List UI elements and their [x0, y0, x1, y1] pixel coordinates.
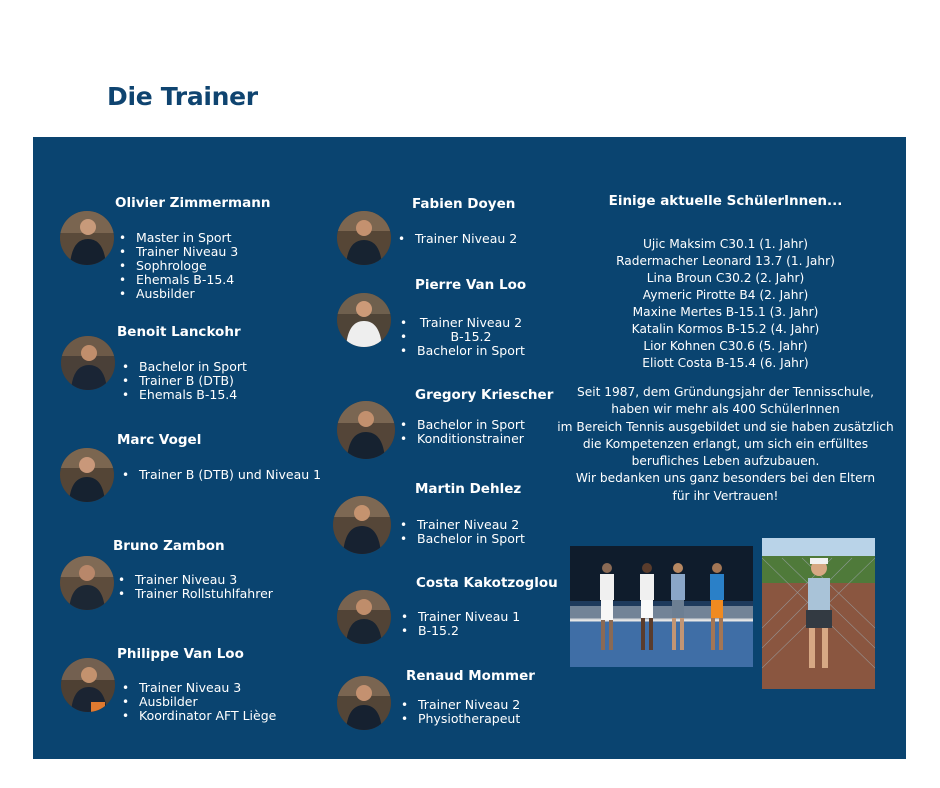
trainer-qualifications [119, 231, 238, 301]
students-section [553, 193, 898, 505]
trainer-photo [337, 590, 391, 644]
qualification: • Trainer Niveau 2 [400, 316, 525, 330]
trainer-name: Benoit Lanckohr [117, 324, 241, 340]
qualification: • Bachelor in Sport [400, 418, 525, 432]
trainer-photo [60, 448, 114, 502]
trainer-qualifications [122, 360, 247, 402]
qualification: • Bachelor in Sport [122, 360, 247, 374]
page-title: Die Trainer [107, 82, 258, 111]
qualification: • Trainer Niveau 3 [119, 245, 238, 259]
trainer-qualifications [400, 316, 525, 358]
students-heading: Einige aktuelle SchülerInnen... [608, 193, 843, 209]
trainer-qualifications [122, 468, 321, 482]
qualification: • Ausbilder [119, 287, 238, 301]
qualification: • Trainer Niveau 2 [400, 518, 525, 532]
trainer-name: Martin Dehlez [415, 481, 522, 497]
students-list [553, 236, 898, 372]
student-entry: Eliott Costa B-15.4 (6. Jahr) [642, 356, 809, 370]
qualification: • Konditionstrainer [400, 432, 525, 446]
student-photo [762, 538, 875, 689]
trainer-name: Philippe Van Loo [117, 646, 244, 662]
qualification: • Ehemals B-15.4 [122, 388, 247, 402]
qualification: • Trainer B (DTB) und Niveau 1 [122, 468, 321, 482]
student-entry: Radermacher Leonard 13.7 (1. Jahr) [616, 254, 835, 268]
trainer-name: Fabien Doyen [412, 196, 516, 212]
qualification: • Ehemals B-15.4 [119, 273, 238, 287]
student-entry: Lina Broun C30.2 (2. Jahr) [646, 271, 805, 285]
qualification: • Trainer B (DTB) [122, 374, 247, 388]
qualification: • Bachelor in Sport [400, 344, 525, 358]
history-line: berufliches Leben aufzubauen. [631, 454, 820, 469]
qualification: • Trainer Niveau 3 [118, 573, 273, 587]
history-line: die Kompetenzen erlangt, um sich ein erfülltes [582, 436, 869, 451]
trainer-qualifications [398, 232, 517, 246]
history-line: Seit 1987, dem Gründungsjahr der Tennisschule, [576, 385, 875, 399]
trainer-qualifications [401, 610, 520, 638]
trainer-photo [337, 211, 391, 265]
history-line: im Bereich Tennis ausgebildet und sie haben zusätzlich [557, 419, 894, 434]
qualification: • Koordinator AFT Liège [122, 709, 276, 723]
trainer-name: Gregory Kriescher [415, 387, 554, 403]
trainer-name: Costa Kakotzoglou [416, 575, 558, 591]
trainer-photo [61, 658, 115, 712]
trainer-qualifications [401, 698, 520, 726]
history-line: haben wir mehr als 400 SchülerInnen [611, 402, 840, 417]
qualification: • B-15.2 [401, 624, 520, 638]
history-line: Wir bedanken uns ganz besonders bei den Eltern [575, 471, 876, 486]
trainer-photo [337, 293, 391, 347]
trainer-photo [337, 676, 391, 730]
student-entry: Katalin Kormos B-15.2 (4. Jahr) [631, 322, 820, 336]
qualification: • Sophrologe [119, 259, 238, 273]
trainer-photo [60, 556, 114, 610]
trainer-photo [61, 336, 115, 390]
trainer-name: Renaud Mommer [406, 668, 535, 684]
trainer-name: Pierre Van Loo [415, 277, 527, 293]
qualification: • Trainer Rollstuhlfahrer [118, 587, 273, 601]
history-line: für ihr Vertrauen! [672, 488, 779, 503]
students-group-photo [570, 546, 753, 667]
qualification: • Master in Sport [119, 231, 238, 245]
qualification: • Physiotherapeut [401, 712, 520, 726]
trainer-name: Bruno Zambon [113, 538, 225, 554]
qualification: • B-15.2 [400, 330, 525, 344]
student-entry: Maxine Mertes B-15.1 (3. Jahr) [632, 305, 819, 319]
history-text [553, 384, 898, 505]
trainer-photo [333, 496, 391, 554]
qualification: • Trainer Niveau 2 [398, 232, 517, 246]
student-entry: Lior Kohnen C30.6 (5. Jahr) [643, 339, 808, 353]
qualification: • Trainer Niveau 3 [122, 681, 276, 695]
trainer-name: Olivier Zimmermann [115, 195, 271, 211]
qualification: • Trainer Niveau 2 [401, 698, 520, 712]
trainer-qualifications [400, 418, 525, 446]
trainer-name: Marc Vogel [117, 432, 202, 448]
student-entry: Ujic Maksim C30.1 (1. Jahr) [642, 237, 809, 251]
qualification: • Ausbilder [122, 695, 276, 709]
trainer-qualifications [400, 518, 525, 546]
trainer-qualifications [122, 681, 276, 723]
trainer-qualifications [118, 573, 273, 601]
trainer-photo [60, 211, 114, 265]
qualification: • Trainer Niveau 1 [401, 610, 520, 624]
student-entry: Aymeric Pirotte B4 (2. Jahr) [642, 288, 809, 302]
qualification: • Bachelor in Sport [400, 532, 525, 546]
trainer-photo [337, 401, 395, 459]
